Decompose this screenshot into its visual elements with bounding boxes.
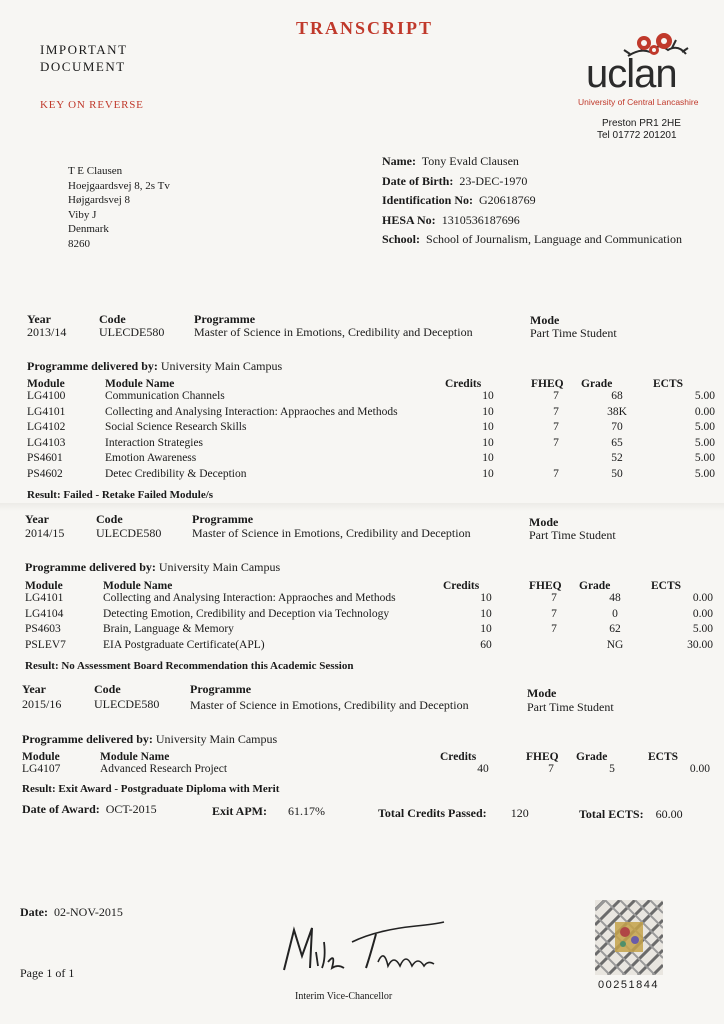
session-year: 2014/15 <box>25 526 65 540</box>
module-fheq: 7 <box>551 607 557 620</box>
grade-col-header: Grade <box>579 580 611 592</box>
session-year: 2013/14 <box>27 325 67 339</box>
session-code: ULECDE580 <box>94 697 160 711</box>
module-fheq: 7 <box>553 405 559 418</box>
university-address: Preston PR1 2HE <box>602 118 681 129</box>
module-code: LG4104 <box>25 607 64 620</box>
important-line-2: DOCUMENT <box>40 59 126 74</box>
module-grade: 68 <box>611 390 623 402</box>
code-header: Code <box>96 512 123 526</box>
student-details <box>382 152 682 250</box>
session-mode: Part Time Student <box>529 528 616 542</box>
modules-table <box>25 580 713 654</box>
module-grade: 65 <box>611 436 623 449</box>
year-header: Year <box>27 312 51 326</box>
address-line: T E Clausen <box>68 165 123 177</box>
module-grade: 48 <box>609 592 621 604</box>
programme-header: Programme <box>194 312 256 326</box>
address-line: Denmark <box>68 223 109 235</box>
table-row <box>27 468 715 484</box>
module-grade: NG <box>606 638 624 651</box>
delivered-by-value: University Main Campus <box>155 732 278 746</box>
module-ects: 0.00 <box>689 763 710 775</box>
mode-header: Mode <box>527 686 557 700</box>
module-name: Detec Credibility & Deception <box>105 467 247 480</box>
module-credits: 10 <box>482 405 494 418</box>
session-result: Result: Failed - Retake Failed Module/s <box>27 489 214 501</box>
module-name-col-header: Module Name <box>105 378 175 390</box>
table-row <box>27 437 715 453</box>
module-fheq: 7 <box>551 623 557 635</box>
module-fheq: 7 <box>551 592 557 604</box>
module-ects: 5.00 <box>692 623 713 635</box>
issue-date <box>20 905 123 920</box>
module-ects: 30.00 <box>687 638 713 651</box>
code-header: Code <box>94 682 121 696</box>
university-tel: Tel 01772 201201 <box>597 130 677 141</box>
total-credits <box>378 806 529 821</box>
module-name: EIA Postgraduate Certificate(APL) <box>103 638 265 651</box>
total-ects-label: Total ECTS: <box>579 807 644 821</box>
delivered-by-label: Programme delivered by: <box>22 732 153 746</box>
grade-col-header: Grade <box>576 751 608 763</box>
date-of-award-value: OCT-2015 <box>105 802 157 816</box>
module-credits: 10 <box>480 607 492 620</box>
module-code: PS4602 <box>27 467 63 480</box>
module-name: Collecting and Analysing Interaction: Appraoches and Methods <box>103 592 396 604</box>
module-grade: 62 <box>609 623 621 635</box>
module-grade: 70 <box>611 421 623 433</box>
module-fheq: 7 <box>553 436 559 449</box>
modules-table <box>22 751 710 779</box>
student-dob: 23-DEC-1970 <box>459 173 528 188</box>
module-name: Interaction Strategies <box>105 436 204 449</box>
module-ects: 5.00 <box>694 436 715 449</box>
module-ects: 5.00 <box>694 467 715 480</box>
module-credits: 40 <box>477 763 489 775</box>
table-row <box>25 608 713 624</box>
address-line: 8260 <box>68 237 90 250</box>
table-row <box>22 763 710 779</box>
module-name: Communication Channels <box>105 390 225 402</box>
ects-col-header: ECTS <box>648 751 679 763</box>
name-label: Name: <box>382 154 416 168</box>
serial-number: 00251844 <box>598 979 659 991</box>
session-result: Result: No Assessment Board Recommendation this Academic Session <box>25 660 354 672</box>
module-fheq <box>531 452 581 468</box>
grade-col-header: Grade <box>581 378 613 390</box>
module-ects: 0.00 <box>692 607 713 620</box>
table-row <box>25 639 713 655</box>
delivered-by-value: University Main Campus <box>158 560 281 574</box>
document-title: TRANSCRIPT <box>296 18 434 38</box>
date-of-award-label: Date of Award: <box>22 802 100 816</box>
table-row <box>25 623 713 639</box>
module-code: LG4100 <box>27 390 66 402</box>
module-fheq: 7 <box>553 467 559 480</box>
table-row <box>27 452 715 468</box>
uclan-wordmark: uclan <box>586 52 677 96</box>
module-name: Social Science Research Skills <box>105 421 247 433</box>
delivered-by-line <box>22 732 277 747</box>
paper-fold <box>0 503 724 511</box>
module-grade: 5 <box>609 763 615 775</box>
module-col-header: Module <box>22 751 60 763</box>
session-mode: Part Time Student <box>527 700 614 714</box>
module-name: Brain, Language & Memory <box>103 623 234 635</box>
fheq-col-header: FHEQ <box>529 580 562 592</box>
module-grade: 0 <box>612 607 618 620</box>
module-code: LG4103 <box>27 436 66 449</box>
address-line: Viby J <box>68 208 97 221</box>
delivered-by-label: Programme delivered by: <box>25 560 156 574</box>
module-name: Detecting Emotion, Credibility and Deception via Technology <box>103 607 390 620</box>
module-credits: 60 <box>480 638 492 651</box>
issue-date-value: 02-NOV-2015 <box>53 905 123 919</box>
module-grade: 38K <box>607 405 627 418</box>
ects-col-header: ECTS <box>651 580 682 592</box>
session-programme: Master of Science in Emotions, Credibility and Deception <box>192 526 471 540</box>
credits-col-header: Credits <box>440 751 477 763</box>
module-name: Advanced Research Project <box>100 763 228 775</box>
module-code: LG4107 <box>22 763 61 775</box>
credits-col-header: Credits <box>443 580 480 592</box>
module-code: PSLEV7 <box>25 638 66 651</box>
module-credits: 10 <box>482 452 494 464</box>
module-fheq <box>529 639 579 655</box>
table-row <box>27 421 715 437</box>
student-hesa: 1310536187696 <box>441 212 520 227</box>
modules-header-row <box>22 751 710 763</box>
delivered-by-line <box>27 359 282 374</box>
mode-header: Mode <box>529 515 559 529</box>
module-credits: 10 <box>482 467 494 480</box>
module-credits: 10 <box>480 623 492 635</box>
table-row <box>27 406 715 422</box>
module-code: PS4601 <box>27 452 63 464</box>
module-col-header: Module <box>25 580 63 592</box>
module-ects: 5.00 <box>694 390 715 402</box>
dob-label: Date of Birth: <box>382 173 454 188</box>
module-code: LG4101 <box>27 405 66 418</box>
page-number: Page 1 of 1 <box>20 966 75 980</box>
fheq-col-header: FHEQ <box>526 751 559 763</box>
module-ects: 5.00 <box>694 421 715 433</box>
module-fheq: 7 <box>548 763 554 775</box>
module-name: Collecting and Analysing Interaction: Appraoches and Methods <box>105 405 398 418</box>
total-credits-label: Total Credits Passed: <box>378 806 487 820</box>
module-fheq: 7 <box>553 390 559 402</box>
exit-apm <box>212 804 325 819</box>
exit-apm-value: 61.17% <box>288 804 325 818</box>
programme-header: Programme <box>192 512 254 526</box>
student-name: Tony Evald Clausen <box>421 154 519 168</box>
ects-col-header: ECTS <box>653 378 684 390</box>
year-header: Year <box>22 682 46 696</box>
module-ects: 0.00 <box>692 592 713 604</box>
signature-image <box>266 912 456 982</box>
key-on-reverse: KEY ON REVERSE <box>40 99 144 111</box>
fheq-col-header: FHEQ <box>531 378 564 390</box>
address-line: Hoejgaardsvej 8, 2s Tv <box>68 179 170 192</box>
hesa-label: HESA No: <box>382 212 436 227</box>
module-ects: 5.00 <box>694 452 715 464</box>
module-credits: 10 <box>482 421 494 433</box>
student-id: G20618769 <box>479 193 536 207</box>
total-ects-value: 60.00 <box>655 807 683 821</box>
issue-date-label: Date: <box>20 905 48 919</box>
module-code: PS4603 <box>25 623 61 635</box>
module-credits: 10 <box>482 390 494 402</box>
session-programme: Master of Science in Emotions, Credibility and Deception <box>190 698 469 712</box>
year-header: Year <box>25 512 49 526</box>
table-row <box>25 592 713 608</box>
address-line: Højgardsvej 8 <box>68 194 131 206</box>
module-col-header: Module <box>27 378 65 390</box>
session-year: 2015/16 <box>22 697 62 711</box>
total-credits-value: 120 <box>510 806 529 820</box>
delivered-by-line <box>25 560 280 575</box>
delivered-by-value: University Main Campus <box>160 359 283 373</box>
session-mode: Part Time Student <box>530 326 617 340</box>
session-code: ULECDE580 <box>96 526 162 540</box>
modules-header-row <box>27 378 715 390</box>
important-line-1: IMPORTANT <box>40 42 128 57</box>
date-of-award <box>22 802 157 817</box>
table-row <box>27 390 715 406</box>
signatory-title: Interim Vice-Chancellor <box>295 991 393 1002</box>
module-grade: 50 <box>611 467 623 480</box>
programme-header: Programme <box>190 682 252 696</box>
session-result: Result: Exit Award - Postgraduate Diploma with Merit <box>22 783 280 795</box>
university-name: University of Central Lancashire <box>578 97 699 107</box>
delivered-by-label: Programme delivered by: <box>27 359 158 373</box>
module-grade: 52 <box>611 452 623 464</box>
module-credits: 10 <box>482 436 494 449</box>
module-ects: 0.00 <box>694 405 715 418</box>
mode-header: Mode <box>530 313 560 327</box>
session-programme: Master of Science in Emotions, Credibility and Deception <box>194 325 473 339</box>
credits-col-header: Credits <box>445 378 482 390</box>
module-name: Emotion Awareness <box>105 452 197 464</box>
exit-apm-label: Exit APM: <box>212 804 267 818</box>
mailing-address <box>68 164 170 251</box>
module-code: LG4101 <box>25 592 64 604</box>
module-name-col-header: Module Name <box>103 580 173 592</box>
modules-table <box>27 378 715 483</box>
code-header: Code <box>99 312 126 326</box>
school-label: School: <box>382 232 421 246</box>
module-name-col-header: Module Name <box>100 751 170 763</box>
total-ects <box>579 807 683 822</box>
session-code: ULECDE580 <box>99 325 165 339</box>
module-code: LG4102 <box>27 421 66 433</box>
student-school: School of Journalism, Language and Communication <box>426 232 682 246</box>
modules-header-row <box>25 580 713 592</box>
module-credits: 10 <box>480 592 492 604</box>
module-fheq: 7 <box>553 421 559 433</box>
security-hologram <box>595 900 663 975</box>
id-label: Identification No: <box>382 193 473 207</box>
